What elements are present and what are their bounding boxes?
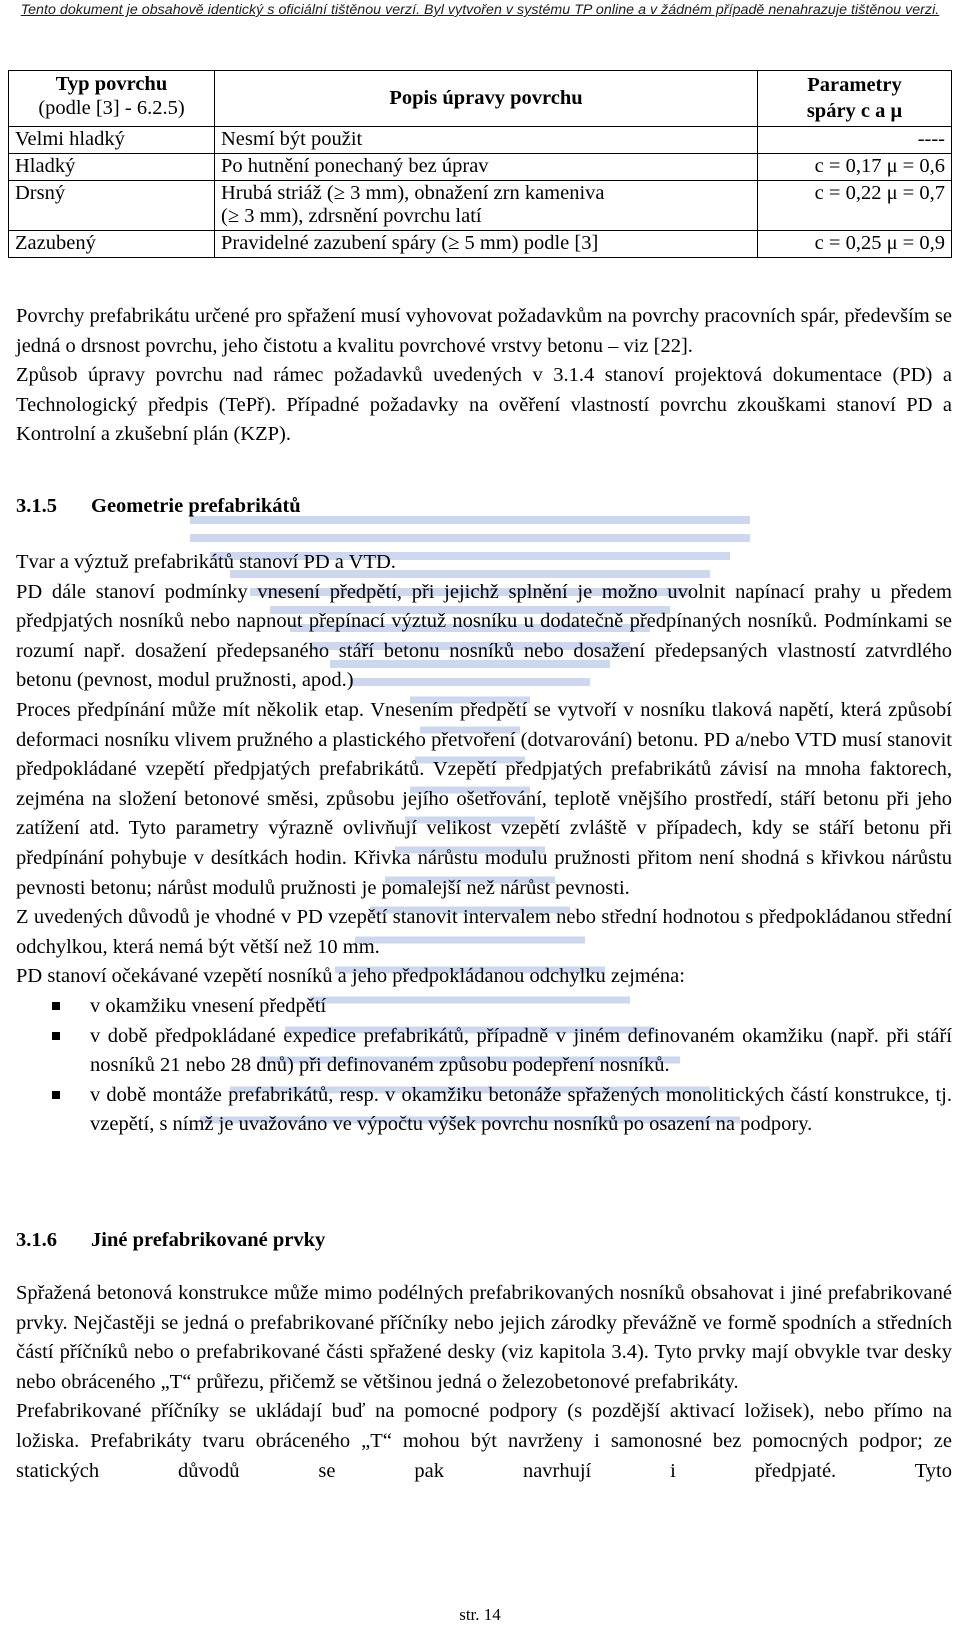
table-cell: Zazubený (9, 231, 215, 258)
section-title: Jiné prefabrikované prvky (91, 1229, 326, 1251)
list-item-text: v době montáže prefabrikátů, resp. v okamžiku betonáže spřažených monolitických částí konstrukce, tj. vzepětí, s nímž je uvažováno ve výpočtu výšek povrchu nosníků po osazení na podpory. (90, 1083, 952, 1136)
cell-line: Hrubá striáž (≥ 3 mm), obnažení zrn kameniva (221, 182, 605, 204)
table-cell: Nesmí být použit (215, 127, 758, 154)
header-text: Typ povrchu (55, 73, 168, 95)
section-heading (16, 492, 952, 522)
bullet-square-icon (52, 1032, 60, 1040)
table-row (9, 154, 952, 181)
list-item (16, 1081, 952, 1140)
cell-line: (≥ 3 mm), zdrsnění povrchu latí (221, 205, 482, 227)
section-title: Geometrie prefabrikátů (91, 495, 301, 517)
column-header-description: Popis úpravy povrchu (215, 71, 758, 127)
list-item (16, 992, 952, 1022)
bullet-square-icon (52, 1002, 60, 1010)
paragraph: Prefabrikované příčníky se ukládají buď na pomocné podpory (s pozdější aktivací ložisek), nebo přímo na ložiska. Prefabrikáty tvaru obráceného „T“ mohou být navrženy i samonosné bez pomocných podpor; ze statických důvodů se pak navrhují i předpjaté. Tyto (16, 1400, 952, 1482)
body-block-2 (16, 548, 952, 1140)
section-heading (16, 1226, 952, 1256)
body-block-1 (16, 302, 952, 450)
bullet-list (16, 992, 952, 1140)
column-header-parameters (758, 71, 952, 127)
table-header-row (9, 71, 952, 127)
table-cell: ---- (758, 127, 952, 154)
paragraph: Proces předpínání může mít několik etap. Vnesením předpětí se vytvoří v nosníku tlaková napětí, která způsobí deformaci nosníku vlivem pružného a plastického přetvoření (dotvarování) betonu. PD a/nebo VTD musí stanovit předpokládané vzepětí předpjatých prefabrikátů. Vzepětí předpjatých prefabrikátů závisí na mnoha faktorech, zejména na složení betonové směsi, způsobu jejího ošetřování, teplotě vnějšího prostředí, stáří betonu při jeho zatížení atd. Tyto parametry výrazně ovlivňují velikost vzepětí zvláště v případech, kdy se stáří betonu při předpínání pohybuje v desítkách hodin. Křivka nárůstu modulu pružnosti přitom není shodná s křivkou nárůstu pevnosti betonu; nárůst modulů pružnosti je pomalejší než nárůst pevnosti. (16, 698, 952, 899)
bullet-square-icon (52, 1091, 60, 1099)
paragraph: Způsob úpravy povrchu nad rámec požadavků uvedených v 3.1.4 stanoví projektová dokumentace (PD) a Technologický předpis (TePř). Případné požadavky na ověření vlastností povrchu zkouškami stanoví PD a Kontrolní a zkušební plán (KZP). (16, 364, 952, 446)
section-3-1-6 (16, 1226, 952, 1256)
surface-treatment-table (8, 70, 952, 258)
list-item-text: v době předpokládané expedice prefabrikátů, případně v jiném definovaném okamžiku (např. při stáří nosníků 21 nebo 28 dnů) při definovaném způsobu podepření nosníků. (90, 1024, 952, 1077)
column-header-surface-type (9, 71, 215, 127)
paragraph: Z uvedených důvodů je vhodné v PD vzepětí stanovit intervalem nebo střední hodnotou s předpokládanou střední odchylkou, která nemá být větší než 10 mm. (16, 906, 952, 958)
table-cell: c = 0,22 μ = 0,7 (758, 181, 952, 231)
section-3-1-5 (16, 492, 952, 522)
table-cell: Velmi hladký (9, 127, 215, 154)
section-number: 3.1.6 (16, 1229, 57, 1251)
table-row (9, 181, 952, 231)
table-cell: Hladký (9, 154, 215, 181)
table-cell: Pravidelné zazubení spáry (≥ 5 mm) podle [3] (215, 231, 758, 258)
table-row (9, 127, 952, 154)
table-cell: Po hutnění ponechaný bez úprav (215, 154, 758, 181)
table-cell (215, 181, 758, 231)
paragraph: PD stanoví očekávané vzepětí nosníků a jeho předpokládanou odchylku zejména: (16, 965, 685, 988)
list-item-text: v okamžiku vnesení předpětí (90, 994, 327, 1017)
header-text: spáry c a μ (806, 100, 903, 122)
table-cell: Drsný (9, 181, 215, 231)
header-subtext: (podle [3] - 6.2.5) (38, 97, 185, 119)
table-row (9, 231, 952, 258)
table-cell: c = 0,25 μ = 0,9 (758, 231, 952, 258)
body-block-3 (16, 1279, 952, 1486)
paragraph: Tvar a výztuž prefabrikátů stanoví PD a VTD. (16, 551, 396, 573)
header-text: Parametry (807, 74, 902, 96)
section-number: 3.1.5 (16, 495, 57, 517)
page-number: str. 14 (459, 1605, 501, 1624)
paragraph: PD dále stanoví podmínky vnesení předpětí, při jejichž splnění je možno uvolnit napínací prahy u předem předpjatých nosníků nebo napnout přepínací výztuž nosníku u dodatečně předpínaných nosníků. Podmínkami se rozumí např. dosažení předepsaného stáří betonu nosníků nebo dosažení předepsaných vlastností zatvrdlého betonu (pevnost, modul pružnosti, apod.) (16, 580, 952, 692)
list-item (16, 1022, 952, 1081)
paragraph: Spřažená betonová konstrukce může mimo podélných prefabrikovaných nosníků obsahovat i jiné prefabrikované prvky. Nejčastěji se jedná o prefabrikované příčníky nebo jejich zárodky převážně ve formě spodních a středních částí příčníků nebo o prefabrikované části spřažené desky (viz kapitola 3.4). Tyto prvky mají obvykle tvar desky nebo obráceného „T“ průřezu, přičemž se většinou jedná o železobetonové prefabrikáty. (16, 1282, 952, 1393)
official-version-notice: Tento dokument je obsahově identický s oficiální tištěnou verzí. Byl vytvořen v systému TP online a v žádném případě nenahrazuje tištěnou verzi. (20, 2, 940, 18)
paragraph: Povrchy prefabrikátu určené pro spřažení musí vyhovovat požadavkům na povrchy pracovních spár, především se jedná o drsnost povrchu, jeho čistotu a kvalitu povrchové vrstvy betonu – viz [22]. (16, 305, 952, 357)
table-cell: c = 0,17 μ = 0,6 (758, 154, 952, 181)
